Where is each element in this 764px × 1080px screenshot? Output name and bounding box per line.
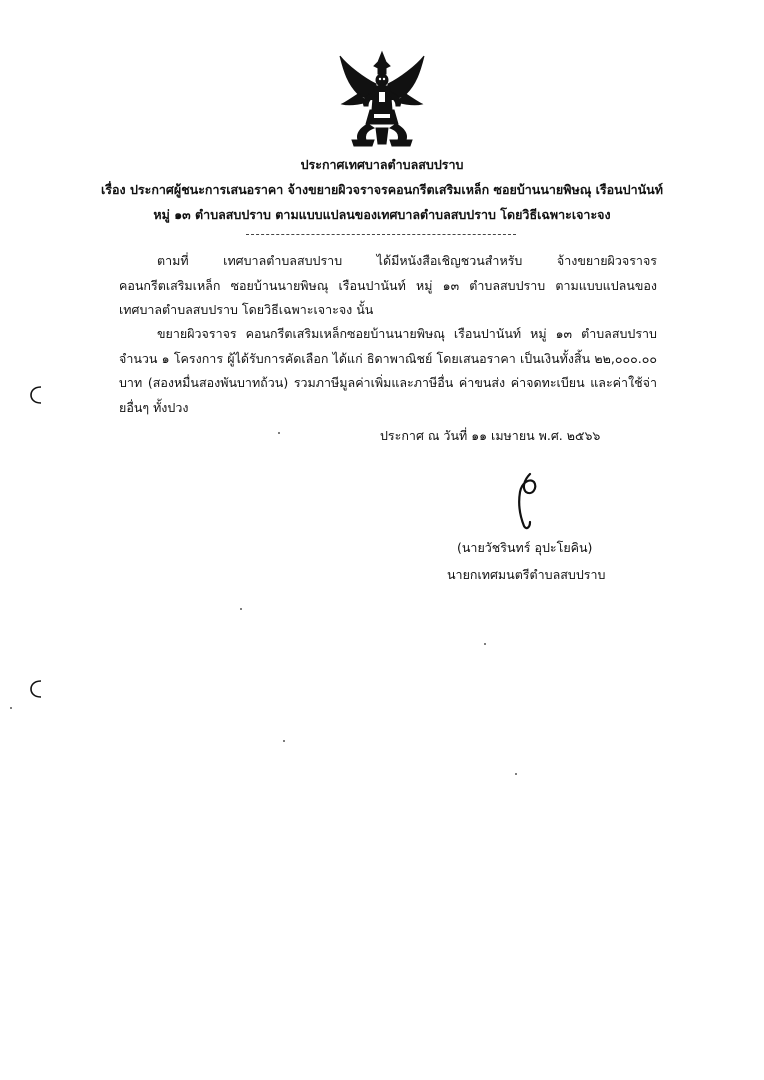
scan-speck — [283, 740, 285, 742]
scan-speck — [278, 432, 280, 434]
body-paragraph-2: ขยายผิวจราจร คอนกรีตเสริมเหล็กซอยบ้านนายพิษณุ เรือนปานันท์ หมู่ ๑๓ ตำบลสบปราบ จำนวน ๑ โครงการ ผู้ได้รับการคัดเลือก ได้แก่ ธิดาพาณิชย์ โดยเสนอราคา เป็นเงินทั้งสิ้น ๒๒,๐๐๐.๐๐ บาท (สองหมื่นสองพันบาทถ้วน) รวมภาษีมูลค่าเพิ่มและภาษีอื่น ค่าขนส่ง ค่าจดทะเบียน และค่าใช้จ่ายอื่นๆ ทั้งปวง — [119, 326, 657, 415]
announcement-title: ประกาศเทศบาลตำบลสบปราบ — [300, 157, 464, 172]
title-divider — [246, 234, 516, 235]
signer-position: นายกเทศมนตรีตำบลสบปราบ — [447, 567, 606, 582]
punch-hole-icon — [28, 678, 44, 700]
body-paragraph-1: ตามที่ เทศบาลตำบลสบปราบ ได้มีหนังสือเชิญชวนสำหรับ จ้างขยายผิวจราจรคอนกรีตเสริมเหล็ก ซอยบ้านนายพิษณุ เรือนปานันท์ หมู่ ๑๓ ตำบลสบปราบ ตามแบบแปลนของเทศบาลตำบลสบปราบ โดยวิธีเฉพาะเจาะจง นั้น — [119, 253, 657, 317]
scan-speck — [515, 773, 517, 775]
scan-speck — [484, 643, 486, 645]
scan-speck — [10, 707, 12, 709]
subject-line-1: เรื่อง ประกาศผู้ชนะการเสนอราคา จ้างขยายผิวจราจรคอนกรีตเสริมเหล็ก ซอยบ้านนายพิษณุ เรือนปานันท์ — [101, 182, 663, 197]
signer-name: (นายวัชรินทร์ อุปะโยคิน) — [457, 540, 593, 555]
garuda-emblem-icon — [334, 48, 430, 148]
handwritten-signature-icon — [500, 470, 550, 532]
punch-hole-icon — [28, 384, 44, 406]
scan-speck — [240, 608, 242, 610]
announcement-date: ประกาศ ณ วันที่ ๑๑ เมษายน พ.ศ. ๒๕๖๖ — [380, 428, 601, 443]
subject-line-2: หมู่ ๑๓ ตำบลสบปราบ ตามแบบแปลนของเทศบาลตำบลสบปราบ โดยวิธีเฉพาะเจาะจง — [153, 207, 611, 222]
